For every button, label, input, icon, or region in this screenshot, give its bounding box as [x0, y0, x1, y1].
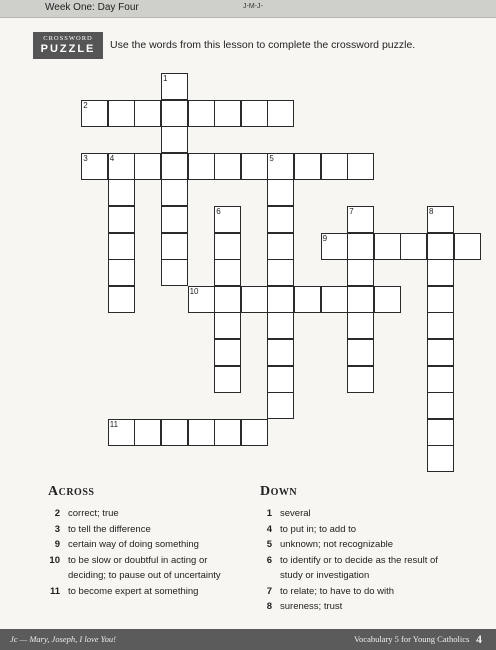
grid-cell[interactable] [161, 179, 188, 206]
down-clues [260, 506, 480, 615]
grid-cell[interactable] [294, 286, 321, 313]
clue-item-number: 7 [266, 585, 272, 597]
grid-cell[interactable] [267, 312, 294, 339]
grid-cell[interactable] [267, 286, 294, 313]
grid-cell[interactable] [427, 445, 454, 472]
grid-cell[interactable] [108, 179, 135, 206]
grid-cell[interactable] [214, 366, 241, 393]
grid-cell[interactable] [427, 233, 454, 260]
down-heading: Down [260, 484, 298, 499]
grid-cell[interactable] [267, 233, 294, 260]
grid-cell[interactable] [347, 312, 374, 339]
grid-cell[interactable] [161, 100, 188, 127]
grid-cell[interactable] [108, 259, 135, 286]
grid-cell[interactable] [347, 259, 374, 286]
grid-cell[interactable] [108, 233, 135, 260]
clue-item-number: 11 [49, 585, 60, 597]
grid-cell[interactable] [427, 339, 454, 366]
clue-item-text: unknown; not recognizable [280, 539, 394, 550]
grid-cell[interactable] [214, 339, 241, 366]
grid-cell[interactable] [134, 419, 161, 446]
clue-item-number: 6 [266, 554, 272, 566]
grid-cell[interactable] [188, 100, 215, 127]
clue-item [48, 568, 248, 584]
grid-cell[interactable] [427, 366, 454, 393]
grid-cell[interactable] [374, 286, 401, 313]
clue-item-text: deciding; to pause out of uncertainty [68, 570, 221, 581]
clue-number: 3 [83, 153, 88, 163]
grid-cell[interactable] [241, 419, 268, 446]
grid-cell[interactable] [214, 100, 241, 127]
clue-item-text: study or investigation [280, 570, 370, 581]
grid-cell[interactable] [267, 366, 294, 393]
clue-item-text: sureness; trust [280, 601, 343, 612]
grid-cell[interactable] [374, 233, 401, 260]
clue-item [48, 553, 248, 569]
grid-cell[interactable] [347, 339, 374, 366]
clue-item [48, 584, 248, 600]
clue-item [260, 584, 480, 600]
clue-number: 2 [83, 100, 88, 110]
clue-item [260, 522, 480, 538]
header-mark: J-M-J- [243, 3, 263, 10]
clue-item-number: 9 [54, 539, 60, 550]
clue-item-text: to put in; to add to [280, 523, 357, 535]
grid-cell[interactable] [241, 100, 268, 127]
footer-bar [0, 629, 496, 650]
clue-number: 6 [216, 207, 221, 216]
grid-cell[interactable] [188, 419, 215, 446]
clue-item-text: to become expert at something [68, 585, 199, 597]
grid-cell[interactable] [214, 233, 241, 260]
grid-cell[interactable] [188, 153, 215, 180]
grid-cell[interactable] [267, 392, 294, 419]
across-clues [48, 506, 248, 599]
grid-cell[interactable] [427, 392, 454, 419]
grid-cell[interactable] [241, 286, 268, 313]
section-title: Week One: Day Four [45, 2, 139, 13]
clue-item [48, 522, 248, 538]
clue-item-text: to relate; to have to do with [280, 585, 395, 597]
clue-item-text: several [280, 508, 311, 519]
clue-item-number: 1 [266, 508, 272, 519]
clue-number: 8 [429, 207, 434, 216]
clue-number: 1 [163, 74, 168, 83]
grid-cell[interactable] [161, 233, 188, 260]
grid-cell[interactable] [267, 100, 294, 127]
grid-cell[interactable] [161, 153, 188, 180]
grid-cell[interactable] [161, 259, 188, 286]
grid-cell[interactable] [347, 153, 374, 180]
clue-item-number: 8 [266, 601, 272, 612]
footer-right: Vocabulary 5 for Young Catholics [354, 634, 470, 644]
grid-cell[interactable] [347, 366, 374, 393]
clue-item-text: to be slow or doubtful in acting or [68, 554, 208, 566]
grid-cell[interactable] [347, 233, 374, 260]
clue-item [260, 553, 480, 569]
clue-item-text: to tell the difference [68, 523, 151, 535]
grid-cell[interactable] [267, 206, 294, 233]
clue-item [260, 506, 480, 522]
clue-item-number: 2 [54, 508, 60, 519]
instruction-text: Use the words from this lesson to complete the crossword puzzle. [110, 39, 416, 51]
grid-cell[interactable] [108, 100, 135, 127]
clue-number: 7 [349, 207, 354, 216]
grid-cell[interactable] [400, 233, 427, 260]
grid-cell[interactable] [134, 153, 161, 180]
grid-cell[interactable] [294, 153, 321, 180]
grid-cell[interactable] [267, 259, 294, 286]
page-number: 4 [476, 632, 482, 646]
grid-cell[interactable] [427, 259, 454, 286]
clue-item-number: 5 [266, 539, 272, 550]
grid-cell[interactable] [427, 286, 454, 313]
grid-cell[interactable] [161, 206, 188, 233]
grid-cell[interactable] [161, 419, 188, 446]
grid-cell[interactable] [214, 419, 241, 446]
grid-cell[interactable] [454, 233, 481, 260]
clue-number: 9 [322, 233, 328, 243]
grid-cell[interactable] [214, 312, 241, 339]
footer-left: Jc — Mary, Joseph, I love You! [10, 634, 116, 644]
clue-item [260, 568, 480, 584]
clue-item [260, 537, 480, 553]
clue-item-text: correct; true [68, 508, 119, 519]
clue-number: 10 [189, 286, 199, 296]
clue-item [260, 599, 480, 615]
grid-cell[interactable] [214, 259, 241, 286]
clue-item-number: 3 [54, 523, 60, 535]
clue-item-text: to identify or to decide as the result of [280, 554, 438, 566]
grid-cell[interactable] [347, 286, 374, 313]
clue-item-number: 10 [49, 554, 60, 566]
grid-cell[interactable] [241, 153, 268, 180]
grid-cell[interactable] [267, 339, 294, 366]
grid-cell[interactable] [427, 419, 454, 446]
clue-number: 11 [109, 419, 119, 429]
clue-number: 4 [109, 153, 115, 163]
clue-number: 5 [269, 153, 274, 163]
grid-cell[interactable] [108, 286, 135, 313]
clue-item [48, 537, 248, 553]
badge-line1: CROSSWORD [43, 35, 93, 42]
grid-cell[interactable] [214, 286, 241, 313]
grid-cell[interactable] [267, 179, 294, 206]
grid-cell[interactable] [321, 286, 348, 313]
clue-item-number: 4 [266, 523, 272, 535]
grid-cell[interactable] [214, 153, 241, 180]
grid-cell[interactable] [161, 126, 188, 153]
clue-item-text: certain way of doing something [68, 539, 199, 550]
clue-item [48, 506, 248, 522]
grid-cell[interactable] [427, 312, 454, 339]
grid-cell[interactable] [108, 206, 135, 233]
badge-line2: PUZZLE [40, 43, 96, 55]
grid-cell[interactable] [321, 153, 348, 180]
across-heading: Across [48, 484, 95, 499]
grid-cell[interactable] [134, 100, 161, 127]
